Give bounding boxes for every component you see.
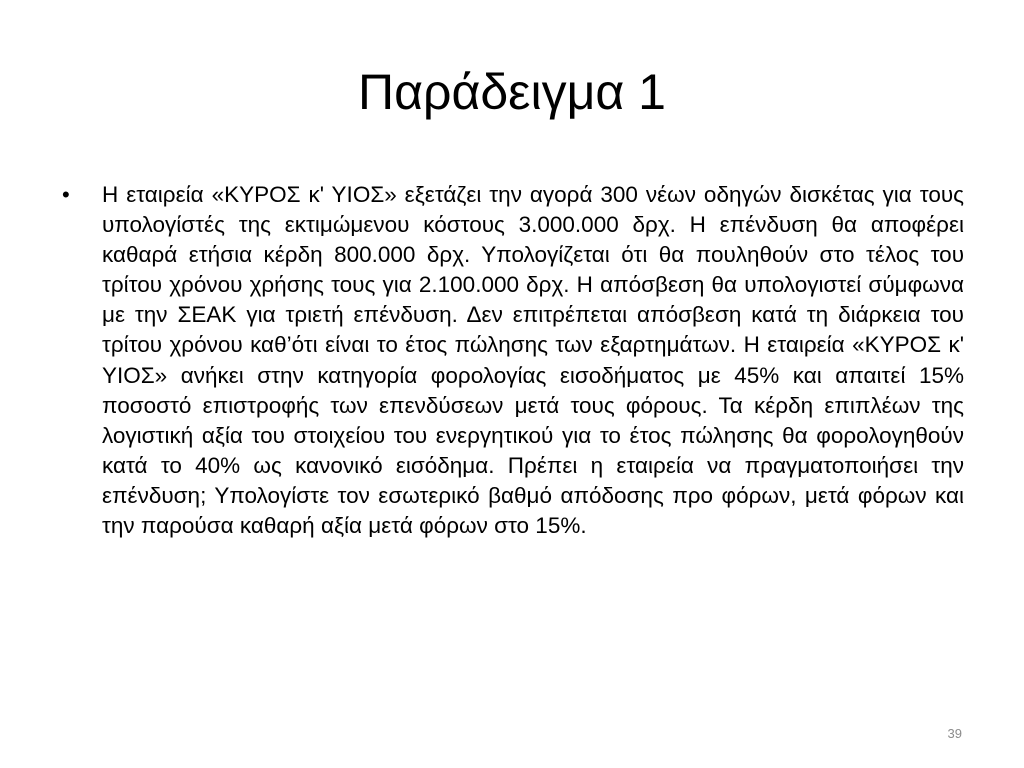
slide-title: Παράδειγμα 1 [357, 64, 666, 120]
page-number: 39 [947, 726, 962, 741]
bullet-item [62, 180, 964, 541]
bullet-text: Η εταιρεία «ΚΥΡΟΣ κ' ΥΙΟΣ» εξετάζει την αγορά 300 νέων οδηγών δισκέτας για τους υπολογίστές της εκτιμώμενου κόστους 3.000.000 δρχ. Η επένδυση θα αποφέρει καθαρά ετήσια κέρδη 800.000 δρχ. Υπολογίζεται ότι θα πουληθούν στο τέλος του τρίτου χρόνου χρήσης τους για 2.100.000 δρχ. Η απόσβεση θα υπολογιστεί σύμφωνα με την ΣΕΑΚ για τριετή επένδυση. Δεν επιτρέπεται απόσβεση κατά τη διάρκεια του τρίτου χρόνου καθ’ότι είναι το έτος πώλησης των εξαρτημάτων. Η εταιρεία «ΚΥΡΟΣ κ' ΥΙΟΣ» ανήκει στην κατηγορία φορολογίας εισοδήματος με 45% και απαιτεί 15% ποσοστό επιστροφής των επενδύσεων μετά τους φόρους. Τα κέρδη επιπλέων της λογιστική αξία του στοιχείου του ενεργητικού για το έτος πώλησης θα φορολογηθούν κατά το 40% ως κανονικό εισόδημα. Πρέπει η εταιρεία να πραγματοποιήσει την επένδυση; Υπολογίστε τον εσωτερικό βαθμό απόδοσης προ φόρων, μετά φόρων και την παρούσα καθαρή αξία μετά φόρων στο 15%. [102, 182, 964, 539]
bullet-list [62, 180, 964, 541]
bullet-dot-icon: • [62, 182, 70, 207]
